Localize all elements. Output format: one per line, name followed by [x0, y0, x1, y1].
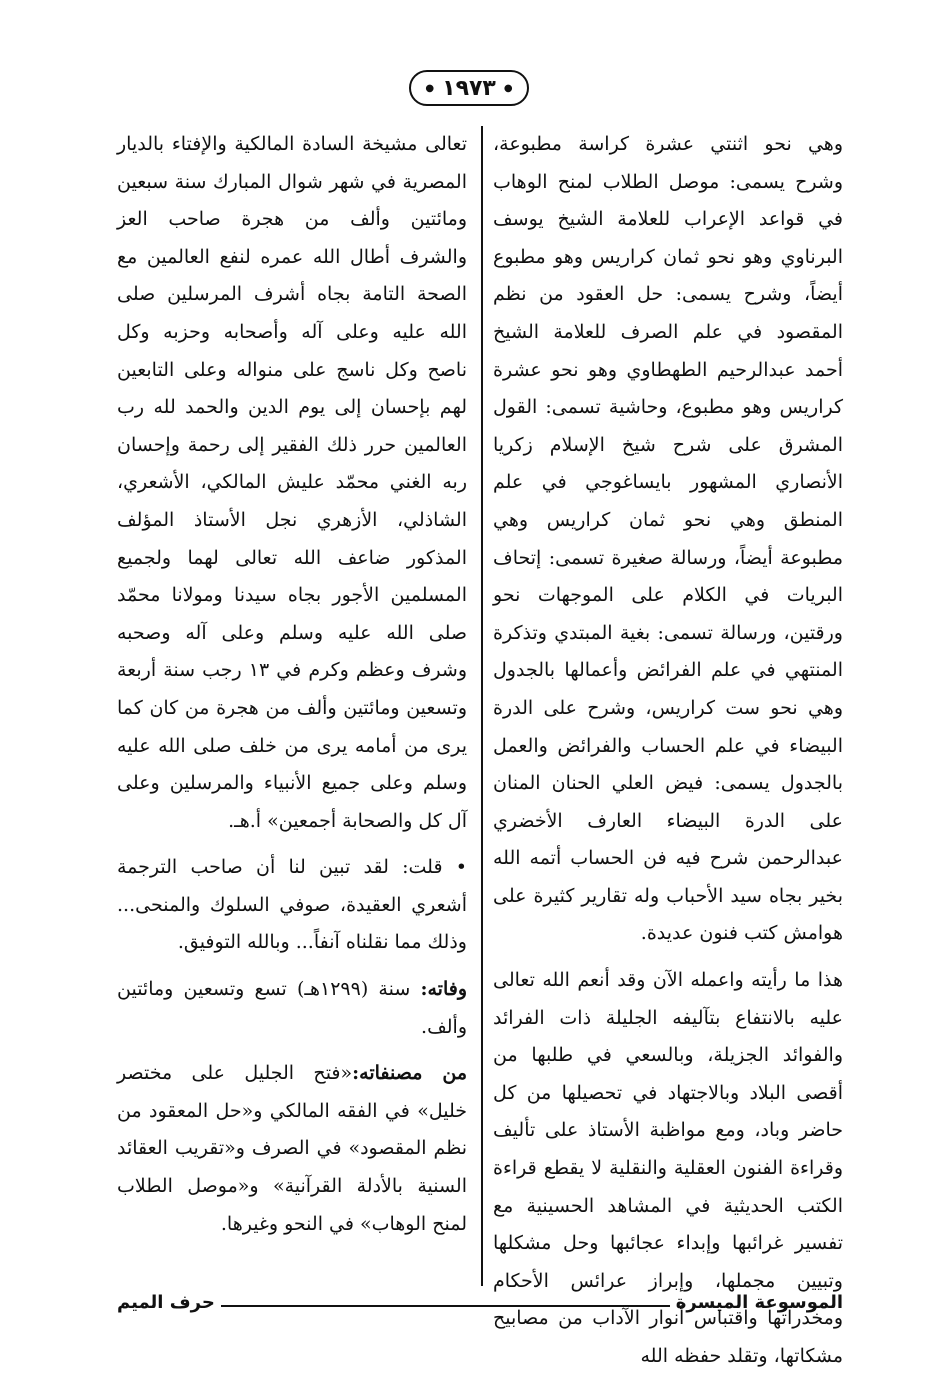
page-number-text: ١٩٧٣	[442, 75, 496, 101]
left-column	[117, 126, 467, 1286]
right-paragraph-1: وهي نحو اثنتي عشرة كراسة مطبوعة، وشرح يسمى: موصل الطلاب لمنح الوهاب في قواعد الإعراب للعلامة الشيخ يوسف البرناوي وهو نحو ثمان كراريس وهو مطبوع أيضاً، وشرح يسمى: حل العقود من نظم المقصود في علم الصرف للعلامة الشيخ أحمد عبدالرحيم الطهطاوي وهو نحو عشرة كراريس وهو مطبوع، وحاشية تسمى: القول المشرق على شرح شيخ الإسلام زكريا الأنصاري المشهور بايساغوجي في علم المنطق وهي نحو ثمان كراريس وهي مطبوعة أيضاً، ورسالة صغيرة تسمى: إتحاف البريات في الكلام على الموجهات نحو ورقتين، ورسالة تسمى: بغية المبتدي وتذكرة المنتهي في علم الفرائض وأعمالها بالجدول وهي نحو ست كراريس، وشرح على الدرة البيضاء في علم الحساب والفرائض والعمل بالجدول يسمى: فيض العلي الحنان المنان على الدرة البيضاء العارف الأخضري عبدالرحمن شرح فيه فن الحساب أتمه الله بخير بجاه سيد الأحباب وله تقارير كثيرة على هوامش كتب فنون عديدة.	[493, 133, 843, 945]
works-text: «فتح الجليل على مختصر خليل» في الفقه المالكي و«حل المعقود من نظم المقصود» في الصرف و«تقريب العقائد السنية بالأدلة القرآنية» و«موصل الطلاب لمنح الوهاب» في النحو وغيرها.	[117, 1062, 467, 1235]
footer-book-title: الموسوعة الميسرة	[675, 1292, 843, 1313]
footer-section-title: حرف الميم	[117, 1292, 215, 1313]
page-number-wrap	[0, 70, 938, 106]
death-paragraph	[117, 971, 467, 1046]
right-paragraph-2: هذا ما رأيته واعمله الآن وقد أنعم الله تعالى عليه بالانتفاع بتآليفه الجليلة ذات الفرائد والفوائد الجزيلة، وبالسعي في طلبها من أقصى البلاد وبالاجتهاد في تحصيلها من كل حاضر وباد، ومع مواظبة الأستاذ على تأليف وقراءة الفنون العقلية والنقلية لا يقطع قراءة الكتب الحديثية في المشاهد الحسينية مع تفسير غرائبها وإبداء عجائبها وحل مشكلها وتبيين مجملها، وإبراز عرائس الأحكام ومخدراتها واقتباس أنوار الآداب من مصابيح مشكاتها، وتقلد حفظه الله	[493, 969, 843, 1367]
left-paragraph-2: • قلت: لقد تبين لنا أن صاحب الترجمة أشعري العقيدة، صوفي السلوك والمنحى... وذلك مما نقلناه آنفاً... وبالله التوفيق.	[117, 856, 467, 954]
page-number	[409, 70, 528, 106]
death-text: سنة (١٢٩٩هـ) تسع وتسعين ومائتين وألف.	[117, 978, 467, 1038]
works-paragraph	[117, 1055, 467, 1243]
works-label: من مصنفاته:	[352, 1062, 467, 1085]
footer	[117, 1292, 843, 1313]
column-divider	[481, 126, 483, 1286]
bullet-icon: ●	[503, 82, 513, 94]
footer-rule	[221, 1305, 670, 1307]
bullet-icon: ●	[425, 82, 435, 94]
death-label: وفاته:	[420, 978, 467, 1001]
left-paragraph-1: تعالى مشيخة السادة المالكية والإفتاء بالديار المصرية في شهر شوال المبارك سنة سبعين ومائتين وألف من هجرة صاحب العز والشرف أطال الله عمره لنفع العالمين مع الصحة التامة بجاه أشرف المرسلين صلى الله عليه وعلى آله وأصحابه وحزبه وكل ناصح وكل ناسج على منواله وعلى التابعين لهم بإحسان إلى يوم الدين والحمد لله رب العالمين حرر ذلك الفقير إلى رحمة وإحسان ربه الغني محمّد عليش المالكي، الأشعري، الشاذلي، الأزهري نجل الأستاذ المؤلف المذكور ضاعف الله تعالى لهما ولجميع المسلمين الأجور بجاه سيدنا ومولانا محمّد صلى الله عليه وسلم وعلى آله وصحبه وشرف وعظم وكرم في ١٣ رجب سنة أربعة وتسعين ومائتين وألف من هجرة من كان كما يرى من أمامه يرى من خلف صلى الله عليه وسلم وعلى جميع الأنبياء والمرسلين وعلى آل كل والصحابة أجمعين» أ.هـ.	[117, 133, 467, 832]
